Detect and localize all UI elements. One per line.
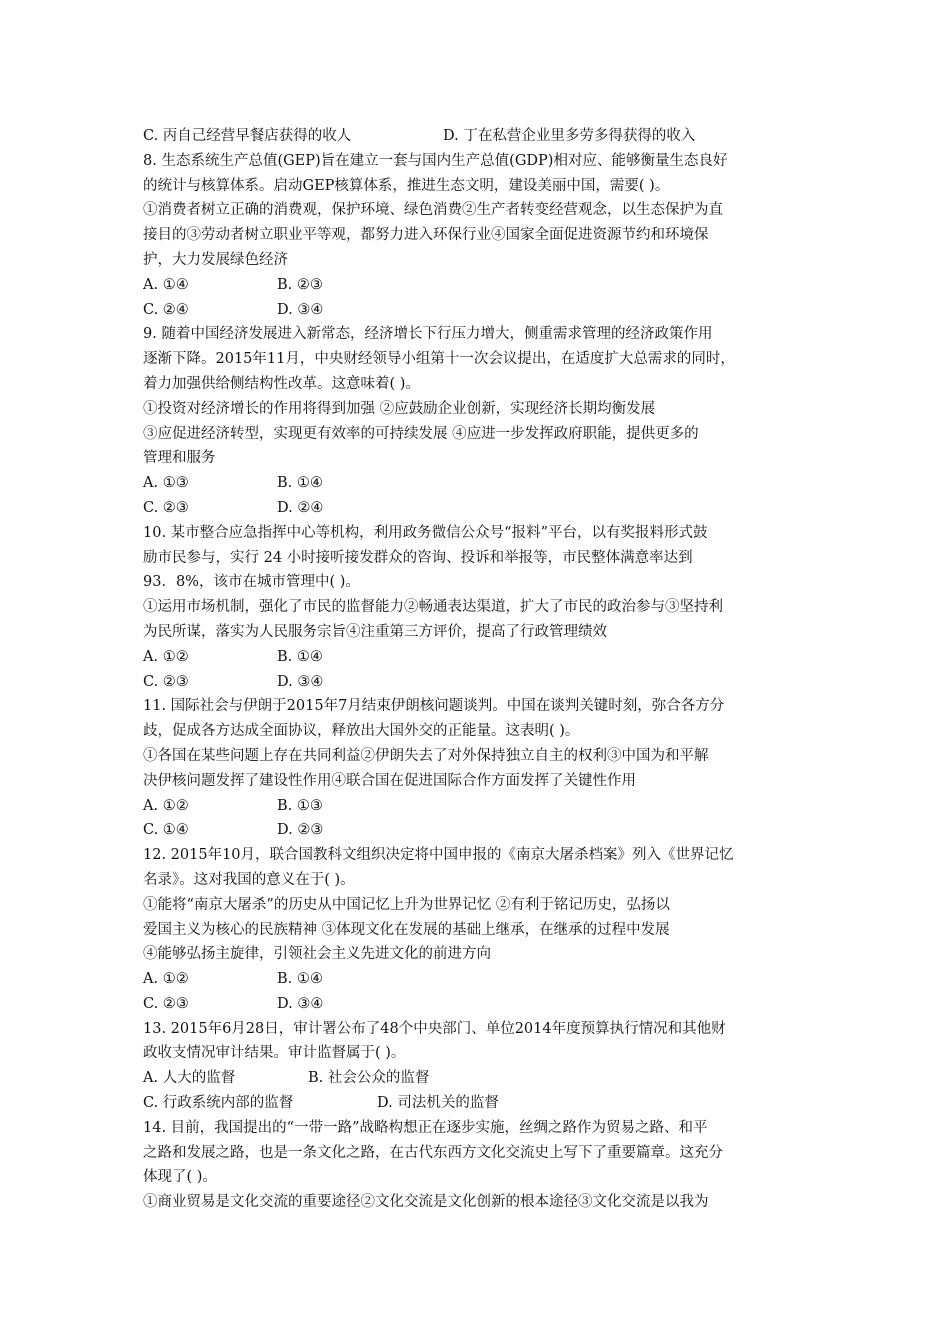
- q8-statement-line: 接目的③劳动者树立职业平等观，都努力进入环保行业④国家全面促进资源节约和环境保: [143, 227, 709, 244]
- q12-stem-line: 名录》。这对我国的意义在于( )。: [143, 871, 355, 888]
- q11-stem-line: 歧，促成各方达成全面协议，释放出大国外交的正能量。这表明( )。: [143, 723, 580, 740]
- q9-options-row: [143, 496, 813, 521]
- q11-statement-line: ①各国在某些问题上存在共同利益②伊朗失去了对外保持独立自主的权利③中国为和平解: [143, 747, 709, 764]
- q12-options-row: [143, 967, 813, 992]
- q13-options-row: [143, 1066, 813, 1091]
- q12-statement-line: ④能够弘扬主旋律，引领社会主义先进文化的前进方向: [143, 946, 491, 963]
- q9-option-b: B. ①④: [277, 475, 323, 492]
- q9-option-c: C. ②③: [143, 499, 189, 516]
- q12-stem-line: 12. 2015年10月，联合国教科文组织决定将中国申报的《南京大屠杀档案》列入《世界记忆: [143, 847, 734, 864]
- q13-option-b: B. 社会公众的监督: [308, 1070, 430, 1087]
- q12-option-c: C. ②③: [143, 995, 189, 1012]
- q9-stem-line: 9. 随着中国经济发展进入新常态，经济增长下行压力增大，侧重需求管理的经济政策作用: [143, 326, 713, 343]
- q8-options-row: [143, 273, 813, 298]
- q9-statement-line: 管理和服务: [143, 450, 216, 467]
- q13-option-d: D. 司法机关的监督: [377, 1095, 499, 1112]
- q10-option-d: D. ③④: [277, 673, 324, 690]
- q11-stem-line: 11. 国际社会与伊朗于2015年7月结束伊朗核问题谈判。中国在谈判关键时刻，弥合各方分: [143, 698, 725, 715]
- q12-statement-line: ①能将“南京大屠杀”的历史从中国记忆上升为世界记忆 ②有利于铭记历史，弘扬以: [143, 896, 670, 913]
- q7-option-c: C. 丙自己经营早餐店获得的收人: [143, 128, 352, 144]
- q9-option-a: A. ①③: [143, 475, 189, 492]
- q11-options-row: [143, 818, 813, 843]
- q10-option-a: A. ①②: [143, 648, 189, 665]
- q13-options-row: [143, 1091, 813, 1116]
- q7-options-row: [143, 124, 813, 149]
- q11-option-a: A. ①②: [143, 797, 189, 814]
- q12-option-b: B. ①④: [277, 971, 323, 988]
- q10-options-row: [143, 645, 813, 670]
- q10-stem-line: 10. 某市整合应急指挥中心等机构，利用政务微信公众号“报料”平台，以有奖报料形式鼓: [143, 524, 708, 541]
- q14-stem-line: 之路和发展之路，也是一条文化之路，在古代东西方文化交流史上写下了重要篇章。这充分: [143, 1144, 723, 1161]
- q10-option-b: B. ①④: [277, 648, 323, 665]
- q9-stem-line: 着力加强供给侧结构性改革。这意味着( )。: [143, 375, 420, 392]
- exam-page: [143, 124, 813, 1215]
- q11-options-row: [143, 794, 813, 819]
- q8-option-a: A. ①④: [143, 276, 189, 293]
- q13-option-c: C. 行政系统内部的监督: [143, 1095, 294, 1112]
- q10-statement-line: 为民所谋，落实为人民服务宗旨④注重第三方评价，提高了行政管理绩效: [143, 623, 607, 640]
- q13-stem-line: 政收支情况审计结果。审计监督属于( )。: [143, 1045, 406, 1062]
- q13-stem-line: 13. 2015年6月28日，审计署公布了48个中央部门、单位2014年度预算执行情况和其他财: [143, 1020, 726, 1037]
- q8-option-b: B. ②③: [277, 276, 323, 293]
- q13-option-a: A. 人大的监督: [143, 1070, 236, 1087]
- q7-option-d: D. 丁在私营企业里多劳多得获得的收入: [443, 128, 696, 144]
- q12-options-row: [143, 992, 813, 1017]
- q14-stem-line: 14. 目前，我国提出的“一带一路”战略构想正在逐步实施，丝绸之路作为贸易之路、和平: [143, 1119, 708, 1136]
- q9-statement-line: ③应促进经济转型，实现更有效率的可持续发展 ④应进一步发挥政府职能，提供更多的: [143, 425, 699, 442]
- q10-stem-line: 93．8%，该市在城市管理中( )。: [143, 574, 360, 591]
- q11-option-c: C. ①④: [143, 822, 189, 839]
- q10-stem-line: 励市民参与，实行 24 小时接听接发群众的咨询、投诉和举报等，市民整体满意率达到: [143, 549, 693, 566]
- q8-options-row: [143, 298, 813, 323]
- q12-option-d: D. ③④: [277, 995, 324, 1012]
- q11-statement-line: 决伊核问题发挥了建设性作用④联合国在促进国际合作方面发挥了关键性作用: [143, 772, 636, 789]
- q12-statement-line: 爱国主义为核心的民族精神 ③体现文化在发展的基础上继承，在继承的过程中发展: [143, 921, 670, 938]
- q8-stem-line: 8. 生态系统生产总值(GEP)旨在建立一套与国内生产总值(GDP)相对应、能够衡量生态良好: [143, 152, 728, 169]
- q10-option-c: C. ②③: [143, 673, 189, 690]
- q10-options-row: [143, 670, 813, 695]
- q8-statement-line: 护，大力发展绿色经济: [143, 251, 288, 268]
- q9-option-d: D. ②④: [277, 499, 324, 516]
- q8-option-c: C. ②④: [143, 301, 189, 318]
- q8-statement-line: ①消费者树立正确的消费观，保护环境、绿色消费②生产者转变经营观念，以生态保护为直: [143, 202, 723, 219]
- q12-option-a: A. ①②: [143, 971, 189, 988]
- q9-statement-line: ①投资对经济增长的作用将得到加强 ②应鼓励企业创新，实现经济长期均衡发展: [143, 400, 656, 417]
- q11-option-b: B. ①③: [277, 797, 323, 814]
- q8-stem-line: 的统计与核算体系。启动GEP核算体系，推进生态文明，建设美丽中国，需要( )。: [143, 177, 670, 194]
- q11-option-d: D. ②③: [277, 822, 324, 839]
- q9-stem-line: 逐渐下降。2015年11月，中央财经领导小组第十一次会议提出，在适度扩大总需求的同时，: [143, 351, 735, 368]
- q10-statement-line: ①运用市场机制，强化了市民的监督能力②畅通表达渠道，扩大了市民的政治参与③坚持利: [143, 599, 723, 616]
- q14-stem-line: 体现了( )。: [143, 1169, 217, 1186]
- q9-options-row: [143, 471, 813, 496]
- q14-statement-line: ①商业贸易是文化交流的重要途径②文化交流是文化创新的根本途径③文化交流是以我为: [143, 1194, 709, 1211]
- q8-option-d: D. ③④: [277, 301, 324, 318]
